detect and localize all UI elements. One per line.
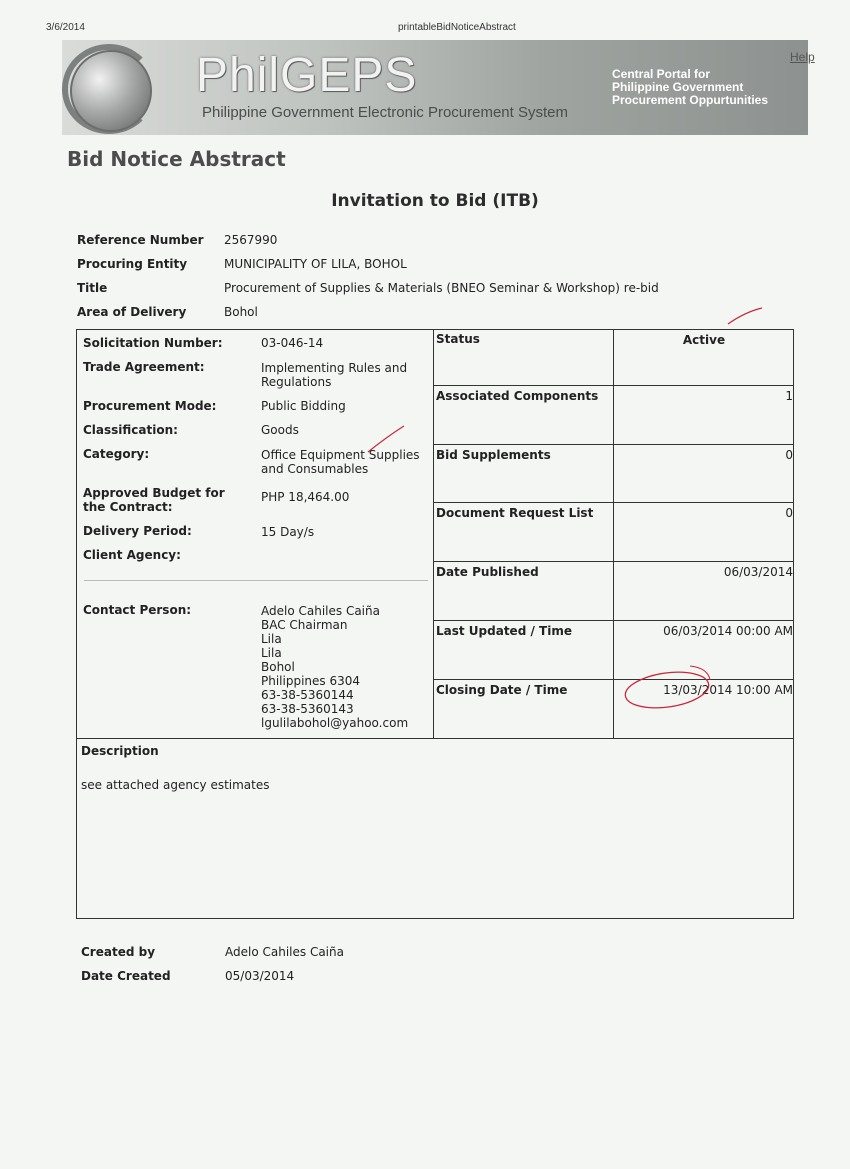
contact-line: BAC Chairman <box>261 618 348 632</box>
status-label: Document Request List <box>436 506 594 520</box>
status-badge: Active <box>682 333 726 347</box>
notice-title: Invitation to Bid (ITB) <box>331 191 539 211</box>
status-label: Last Updated / Time <box>436 624 572 638</box>
bid-supplements: 0 <box>785 448 793 462</box>
status-label: Closing Date / Time <box>436 683 568 697</box>
field-label: Contact Person: <box>83 603 192 617</box>
status-label: Bid Supplements <box>436 448 551 462</box>
contact-line: 63-38-5360143 <box>261 702 354 716</box>
closing-date: 13/03/2014 10:00 AM <box>663 683 793 697</box>
description-text: see attached agency estimates <box>81 778 270 792</box>
pen-tick-mark <box>728 308 762 324</box>
field-label: Category: <box>83 447 150 461</box>
contact-line: Philippines 6304 <box>261 674 361 688</box>
contact-line: Bohol <box>261 660 295 674</box>
field-label: Client Agency: <box>83 548 181 562</box>
status-label: Date Published <box>436 565 539 579</box>
trade-agreement-line: Implementing Rules and <box>261 361 408 375</box>
date-published: 06/03/2014 <box>723 565 793 579</box>
delivery-period: 15 Day/s <box>261 525 315 539</box>
document-request-list: 0 <box>785 506 793 520</box>
contact-line: Lila <box>261 646 282 660</box>
contact-line: 63-38-5360144 <box>261 688 354 702</box>
portal-line: Procurement Oppurtunities <box>612 93 769 107</box>
philgeps-subtitle: Philippine Government Electronic Procurement System <box>202 104 568 121</box>
summary-label: Procuring Entity <box>77 257 188 271</box>
summary-label: Title <box>77 281 108 295</box>
procurement-mode: Public Bidding <box>261 399 346 413</box>
trade-agreement-line: Regulations <box>261 375 332 389</box>
classification: Goods <box>261 423 299 437</box>
status-label: Status <box>436 332 480 346</box>
help-link[interactable]: Help <box>790 50 815 64</box>
procuring-entity: MUNICIPALITY OF LILA, BOHOL <box>224 257 407 271</box>
print-page-title: printableBidNoticeAbstract <box>398 22 516 33</box>
description-label: Description <box>81 744 159 758</box>
area-of-delivery: Bohol <box>224 305 258 319</box>
category-line: and Consumables <box>261 462 369 476</box>
page-title: Bid Notice Abstract <box>67 147 286 171</box>
summary-label: Area of Delivery <box>77 305 187 319</box>
footer-label: Date Created <box>81 969 171 983</box>
footer-label: Created by <box>81 945 156 959</box>
reference-number: 2567990 <box>224 233 278 247</box>
last-updated: 06/03/2014 00:00 AM <box>663 624 793 638</box>
pen-circle-mark <box>623 667 711 712</box>
approved-budget: PHP 18,464.00 <box>261 490 350 504</box>
approved-budget-label-line: the Contract: <box>83 500 173 514</box>
solicitation-number: 03-046-14 <box>261 336 324 350</box>
print-date: 3/6/2014 <box>46 22 85 33</box>
notice-title-value: Procurement of Supplies & Materials (BNEO Seminar & Workshop) re-bid <box>224 281 659 295</box>
portal-line: Philippine Government <box>612 80 744 94</box>
field-label: Procurement Mode: <box>83 399 217 413</box>
philgeps-logo: PhilGEPS <box>196 49 418 102</box>
approved-budget-label-line: Approved Budget for <box>83 486 225 500</box>
field-label: Solicitation Number: <box>83 336 223 350</box>
associated-components: 1 <box>785 389 793 403</box>
contact-line: Adelo Cahiles Caiña <box>261 604 380 618</box>
pen-tick-mark <box>368 426 404 452</box>
summary-label: Reference Number <box>77 233 204 247</box>
field-label: Trade Agreement: <box>83 360 205 374</box>
field-label: Classification: <box>83 423 178 437</box>
contact-email: lgulilabohol@yahoo.com <box>261 716 409 730</box>
category-line: Office Equipment Supplies <box>261 448 420 462</box>
contact-line: Lila <box>261 632 282 646</box>
field-label: Delivery Period: <box>83 524 192 538</box>
created-by: Adelo Cahiles Caiña <box>225 945 344 959</box>
date-created: 05/03/2014 <box>225 969 295 983</box>
portal-line: Central Portal for <box>612 67 711 81</box>
status-label: Associated Components <box>436 389 599 403</box>
